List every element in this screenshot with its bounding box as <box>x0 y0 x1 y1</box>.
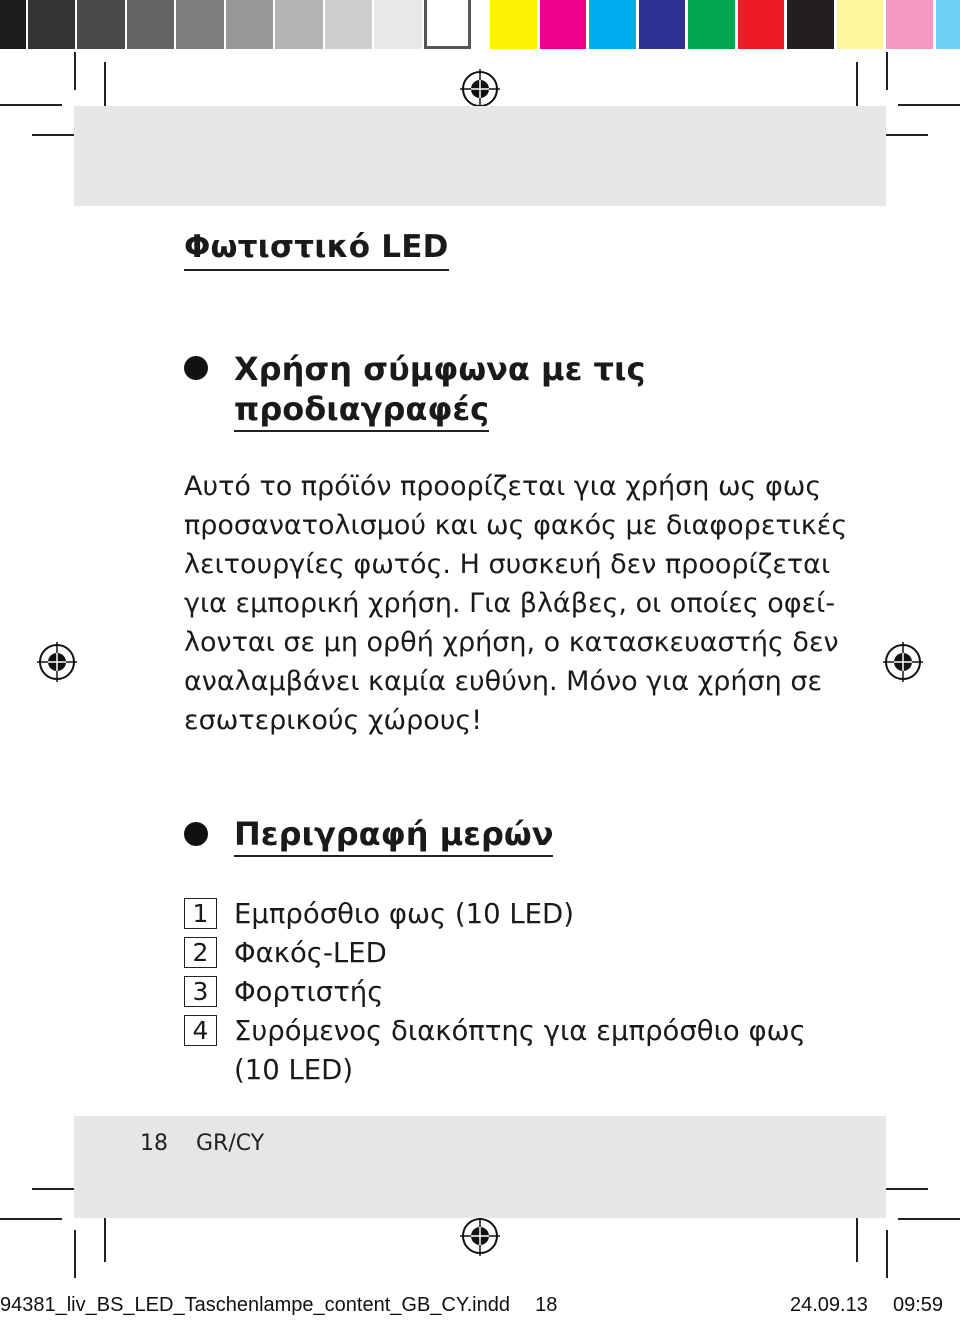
color-swatch <box>738 0 785 49</box>
header-band <box>74 106 886 206</box>
part-number-box: 4 <box>184 1015 217 1046</box>
region-code: GR/CY <box>196 1131 265 1156</box>
page-number: 18 <box>140 1131 168 1156</box>
part-number-box: 1 <box>184 898 217 929</box>
gray-swatch <box>374 0 422 49</box>
gray-swatch <box>275 0 323 49</box>
intended-use-paragraph <box>184 467 848 740</box>
heading-line: προδιαγραφές <box>234 390 489 432</box>
part-number-box: 2 <box>184 937 217 968</box>
page-folio <box>140 1131 264 1156</box>
slug-page: 18 <box>535 1294 558 1316</box>
part-label: Εμπρόσθιο φως (10 LED) <box>234 898 574 930</box>
paragraph-line: εσωτερικούς χώρους! <box>184 705 483 736</box>
part-label: Φορτιστής <box>234 976 384 1008</box>
page-title: Φωτιστικό LED <box>184 228 449 271</box>
slug-timestamp <box>790 1294 943 1317</box>
section-bullet-icon <box>184 356 208 380</box>
paragraph-line: αναλαμβάνει καμία ευθύνη. Μόνο για χρήση σε <box>184 666 823 697</box>
gray-swatch <box>28 0 76 49</box>
section-heading-intended-use <box>234 349 645 429</box>
paragraph-line: Αυτό το πρόϊόν προορίζεται για χρήση ως φως <box>184 471 822 502</box>
gray-swatch <box>77 0 125 49</box>
color-swatch <box>936 0 960 49</box>
gray-swatch <box>127 0 175 49</box>
slug-date: 24.09.13 <box>790 1294 868 1316</box>
color-swatch <box>639 0 686 49</box>
registration-mark-icon <box>883 642 923 682</box>
paragraph-line: προσανατολισμού και ως φακός με διαφορετικές <box>184 510 848 541</box>
paragraph-line: λονται σε μη ορθή χρήση, ο κατασκευαστής δεν <box>184 627 839 658</box>
part-label: (10 LED) <box>234 1054 354 1086</box>
heading-line: Χρήση σύμφωνα με τις <box>234 350 646 388</box>
registration-mark-icon <box>460 69 500 109</box>
color-swatch <box>837 0 884 49</box>
slug-filename <box>0 1294 557 1317</box>
paragraph-line: λειτουργίες φωτός. Η συσκευή δεν προορίζεται <box>184 549 831 580</box>
slug-time: 09:59 <box>892 1294 944 1316</box>
registration-mark-icon <box>37 642 77 682</box>
color-swatch <box>688 0 735 49</box>
color-swatch <box>886 0 933 49</box>
color-calibration-bar <box>0 0 960 52</box>
registration-mark-icon <box>460 1216 500 1256</box>
paragraph-line: για εμπορική χρήση. Για βλάβες, οι οποίες οφεί- <box>184 588 836 619</box>
gray-swatch <box>325 0 373 49</box>
part-label: Συρόμενος διακόπτης για εμπρόσθιο φως <box>234 1015 806 1047</box>
part-number-box: 3 <box>184 976 217 1007</box>
gray-swatch <box>226 0 274 49</box>
part-label: Φακός-LED <box>234 937 387 969</box>
section-heading-parts <box>234 814 553 854</box>
gray-swatch <box>424 0 472 49</box>
gray-swatch <box>0 0 26 49</box>
file-name: 94381_liv_BS_LED_Taschenlampe_content_GB_CY.indd <box>0 1294 510 1316</box>
heading-line: Περιγραφή μερών <box>234 815 553 857</box>
color-swatch <box>540 0 587 49</box>
color-swatch <box>589 0 636 49</box>
section-bullet-icon <box>184 822 208 846</box>
color-swatch <box>490 0 537 49</box>
color-swatch <box>787 0 834 49</box>
gray-swatch <box>176 0 224 49</box>
